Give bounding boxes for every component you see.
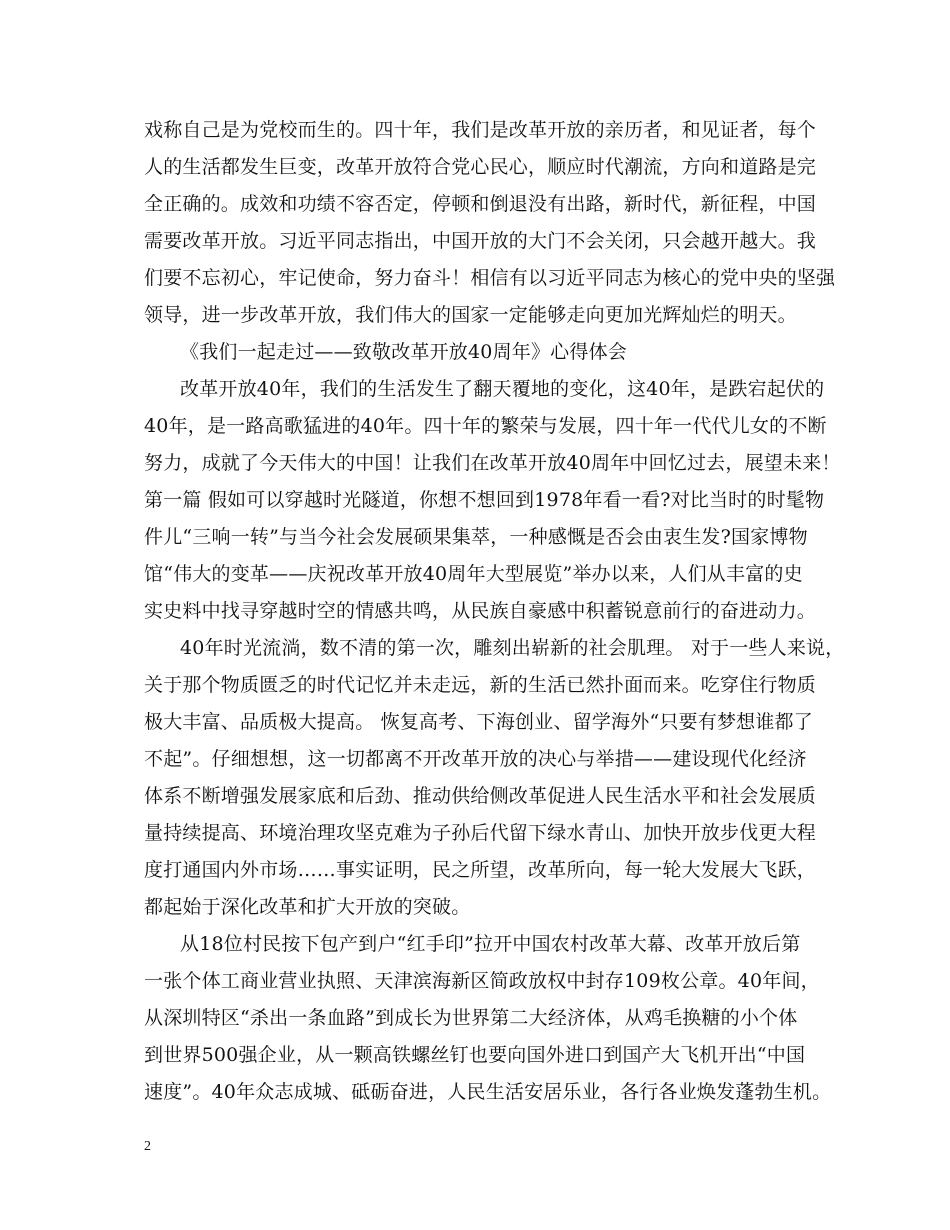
text-line: 努力，成就了今天伟大的中国！让我们在改革开放40周年中回忆过去，展望未来！ bbox=[144, 452, 841, 474]
text-line: 关于那个物质匮乏的时代记忆并未走远，新的生活已然扑面而来。吃穿住行物质 bbox=[144, 674, 817, 696]
text-line: 第一篇 假如可以穿越时光隧道，你想不想回到1978年看一看?对比当时的时髦物 bbox=[144, 489, 825, 511]
text-line: 需要改革开放。习近平同志指出，中国开放的大门不会关闭，只会越开越大。我 bbox=[144, 230, 817, 252]
text-line: 改革开放40年，我们的生活发生了翻天覆地的变化，这40年，是跌宕起伏的 bbox=[180, 378, 825, 400]
text-line: 从18位村民按下包产到户“红手印”拉开中国农村改革大幕、改革开放后第 bbox=[180, 933, 801, 955]
text-line: 人的生活都发生巨变，改革开放符合党心民心，顺应时代潮流，方向和道路是完 bbox=[144, 156, 817, 178]
text-line: 速度”。40年众志成城、砥砺奋进，人民生活安居乐业，各行各业焕发蓬勃生机。 bbox=[144, 1081, 832, 1103]
text-line: 全正确的。成效和功绩不容否定，停顿和倒退没有出路，新时代，新征程，中国 bbox=[144, 193, 817, 215]
page-number: 2 bbox=[144, 1139, 151, 1154]
text-line: 到世界500强企业，从一颗高铁螺丝钉也要向国外进口到国产大飞机开出“中国 bbox=[144, 1044, 806, 1066]
text-line: 40年，是一路高歌猛进的40年。四十年的繁荣与发展，四十年一代代儿女的不断 bbox=[144, 415, 827, 437]
text-line: 戏称自己是为党校而生的。四十年，我们是改革开放的亲历者，和见证者，每个 bbox=[144, 119, 817, 141]
text-line: 度打通国内外市场……事实证明，民之所望，改革所向，每一轮大发展大飞跃， bbox=[144, 859, 817, 881]
text-line: 领导，进一步改革开放，我们伟大的国家一定能够走向更加光辉灿烂的明天。 bbox=[144, 304, 797, 326]
text-line: 一张个体工商业营业执照、天津滨海新区简政放权中封存109枚公章。40年间， bbox=[144, 970, 820, 992]
text-line: 极大丰富、品质极大提高。 恢复高考、下海创业、留学海外“只要有梦想谁都了 bbox=[144, 711, 813, 733]
text-line: 件儿“三响一转”与当今社会发展硕果集萃，一种感慨是否会由衷生发?国家博物 bbox=[144, 526, 808, 548]
text-line: 体系不断增强发展家底和后劲、推动供给侧改革促进人民生活水平和社会发展质 bbox=[144, 785, 817, 807]
text-line: 实史料中找寻穿越时空的情感共鸣，从民族自豪感中积蓄锐意前行的奋进动力。 bbox=[144, 600, 817, 622]
section-heading: 《我们一起走过——致敬改革开放40周年》心得体会 bbox=[180, 341, 627, 363]
text-line: 从深圳特区“杀出一条血路”到成长为世界第二大经济体，从鸡毛换糖的小个体 bbox=[144, 1007, 798, 1029]
text-line: 都起始于深化改革和扩大开放的突破。 bbox=[144, 896, 471, 918]
text-line: 不起”。仔细想想，这一切都离不开改革开放的决心与举措——建设现代化经济 bbox=[144, 748, 807, 770]
text-line: 40年时光流淌，数不清的第一次，雕刻出崭新的社会肌理。 对于一些人来说， bbox=[180, 637, 845, 659]
text-line: 馆“伟大的变革——庆祝改革开放40周年大型展览”举办以来，人们从丰富的史 bbox=[144, 563, 803, 585]
text-line: 们要不忘初心，牢记使命，努力奋斗！相信有以习近平同志为核心的党中央的坚强 bbox=[144, 267, 836, 289]
text-line: 量持续提高、环境治理攻坚克难为子孙后代留下绿水青山、加快开放步伐更大程 bbox=[144, 822, 817, 844]
